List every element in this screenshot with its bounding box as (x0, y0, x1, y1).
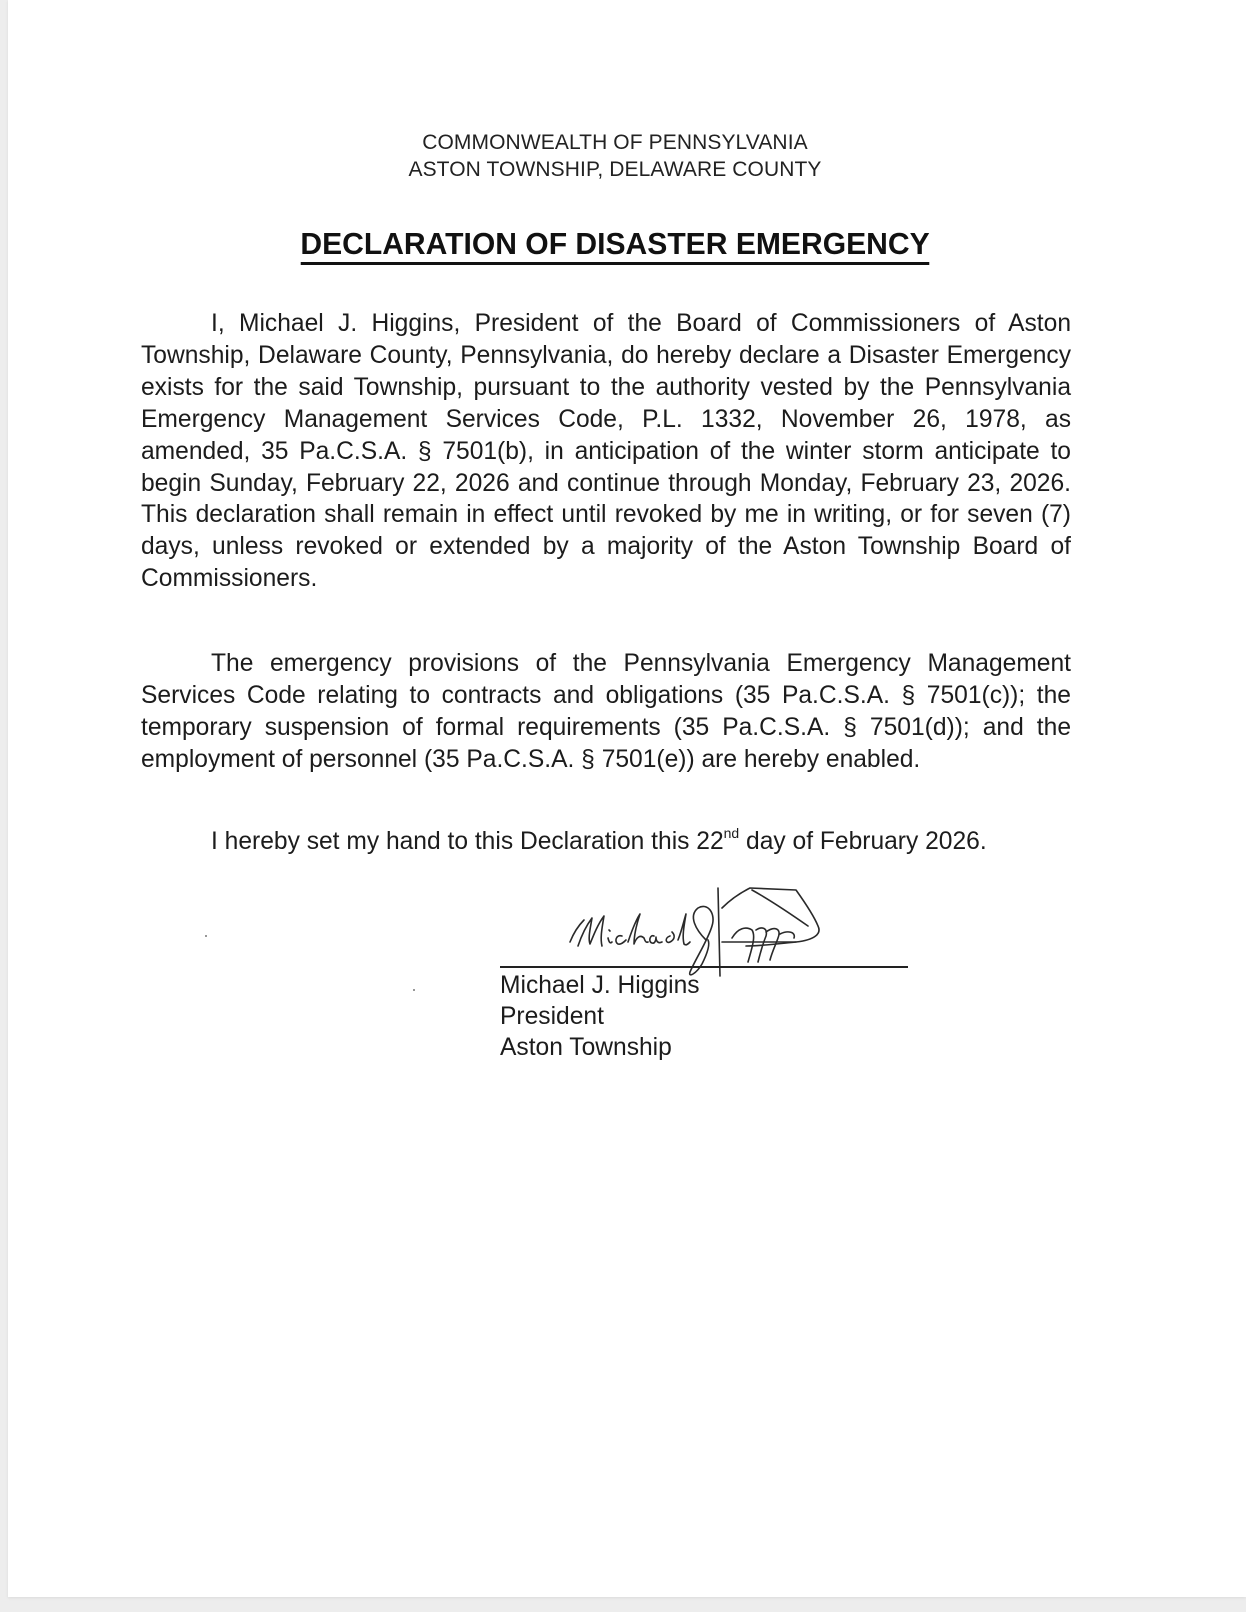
scan-speck (205, 935, 207, 937)
document-page (8, 0, 1246, 1597)
closing-text-before: I hereby set my hand to this Declaration this 22 (211, 828, 724, 855)
closing-ordinal-suffix: nd (723, 825, 740, 841)
document-title (26, 226, 1204, 262)
handwritten-signature (556, 880, 826, 980)
closing-statement (211, 825, 987, 856)
closing-text-after: day of February 2026. (739, 828, 987, 855)
signatory-organization: Aston Township (500, 1034, 672, 1061)
header-commonwealth: COMMONWEALTH OF PENNSYLVANIA (422, 131, 808, 154)
signatory-name: Michael J. Higgins (500, 972, 700, 999)
scan-speck (413, 989, 415, 991)
signatory-title: President (500, 1003, 604, 1030)
provisions-paragraph: The emergency provisions of the Pennsylvania Emergency Management Services Code relating to contracts and obligations (35 Pa.C.S.A. § 7501(c)); the temporary suspension of formal requirements (35 Pa.C.S.A. § 7501(d)); and the employment of personnel (35 Pa.C.S.A. § 7501(e)) are hereby enabled. (141, 650, 1071, 773)
signature-line (500, 966, 908, 968)
header-township: ASTON TOWNSHIP, DELAWARE COUNTY (408, 158, 822, 181)
document-title-text: DECLARATION OF DISASTER EMERGENCY (300, 226, 929, 265)
declaration-paragraph: I, Michael J. Higgins, President of the Board of Commissioners of Aston Township, Delaware County, Pennsylvania, do hereby declare a Disaster Emergency exists for the said Township, pursuant to the authority vested by the Pennsylvania Emergency Management Services Code, P.L. 1332, November 26, 1978, as amended, 35 Pa.C.S.A. § 7501(b), in anticipation of the winter storm anticipate to begin Sunday, February 22, 2026 and continue through Monday, February 23, 2026. This declaration shall remain in effect until revoked by me in writing, or for seven (7) days, unless revoked or extended by a majority of the Aston Township Board of Commissioners. (141, 310, 1071, 593)
